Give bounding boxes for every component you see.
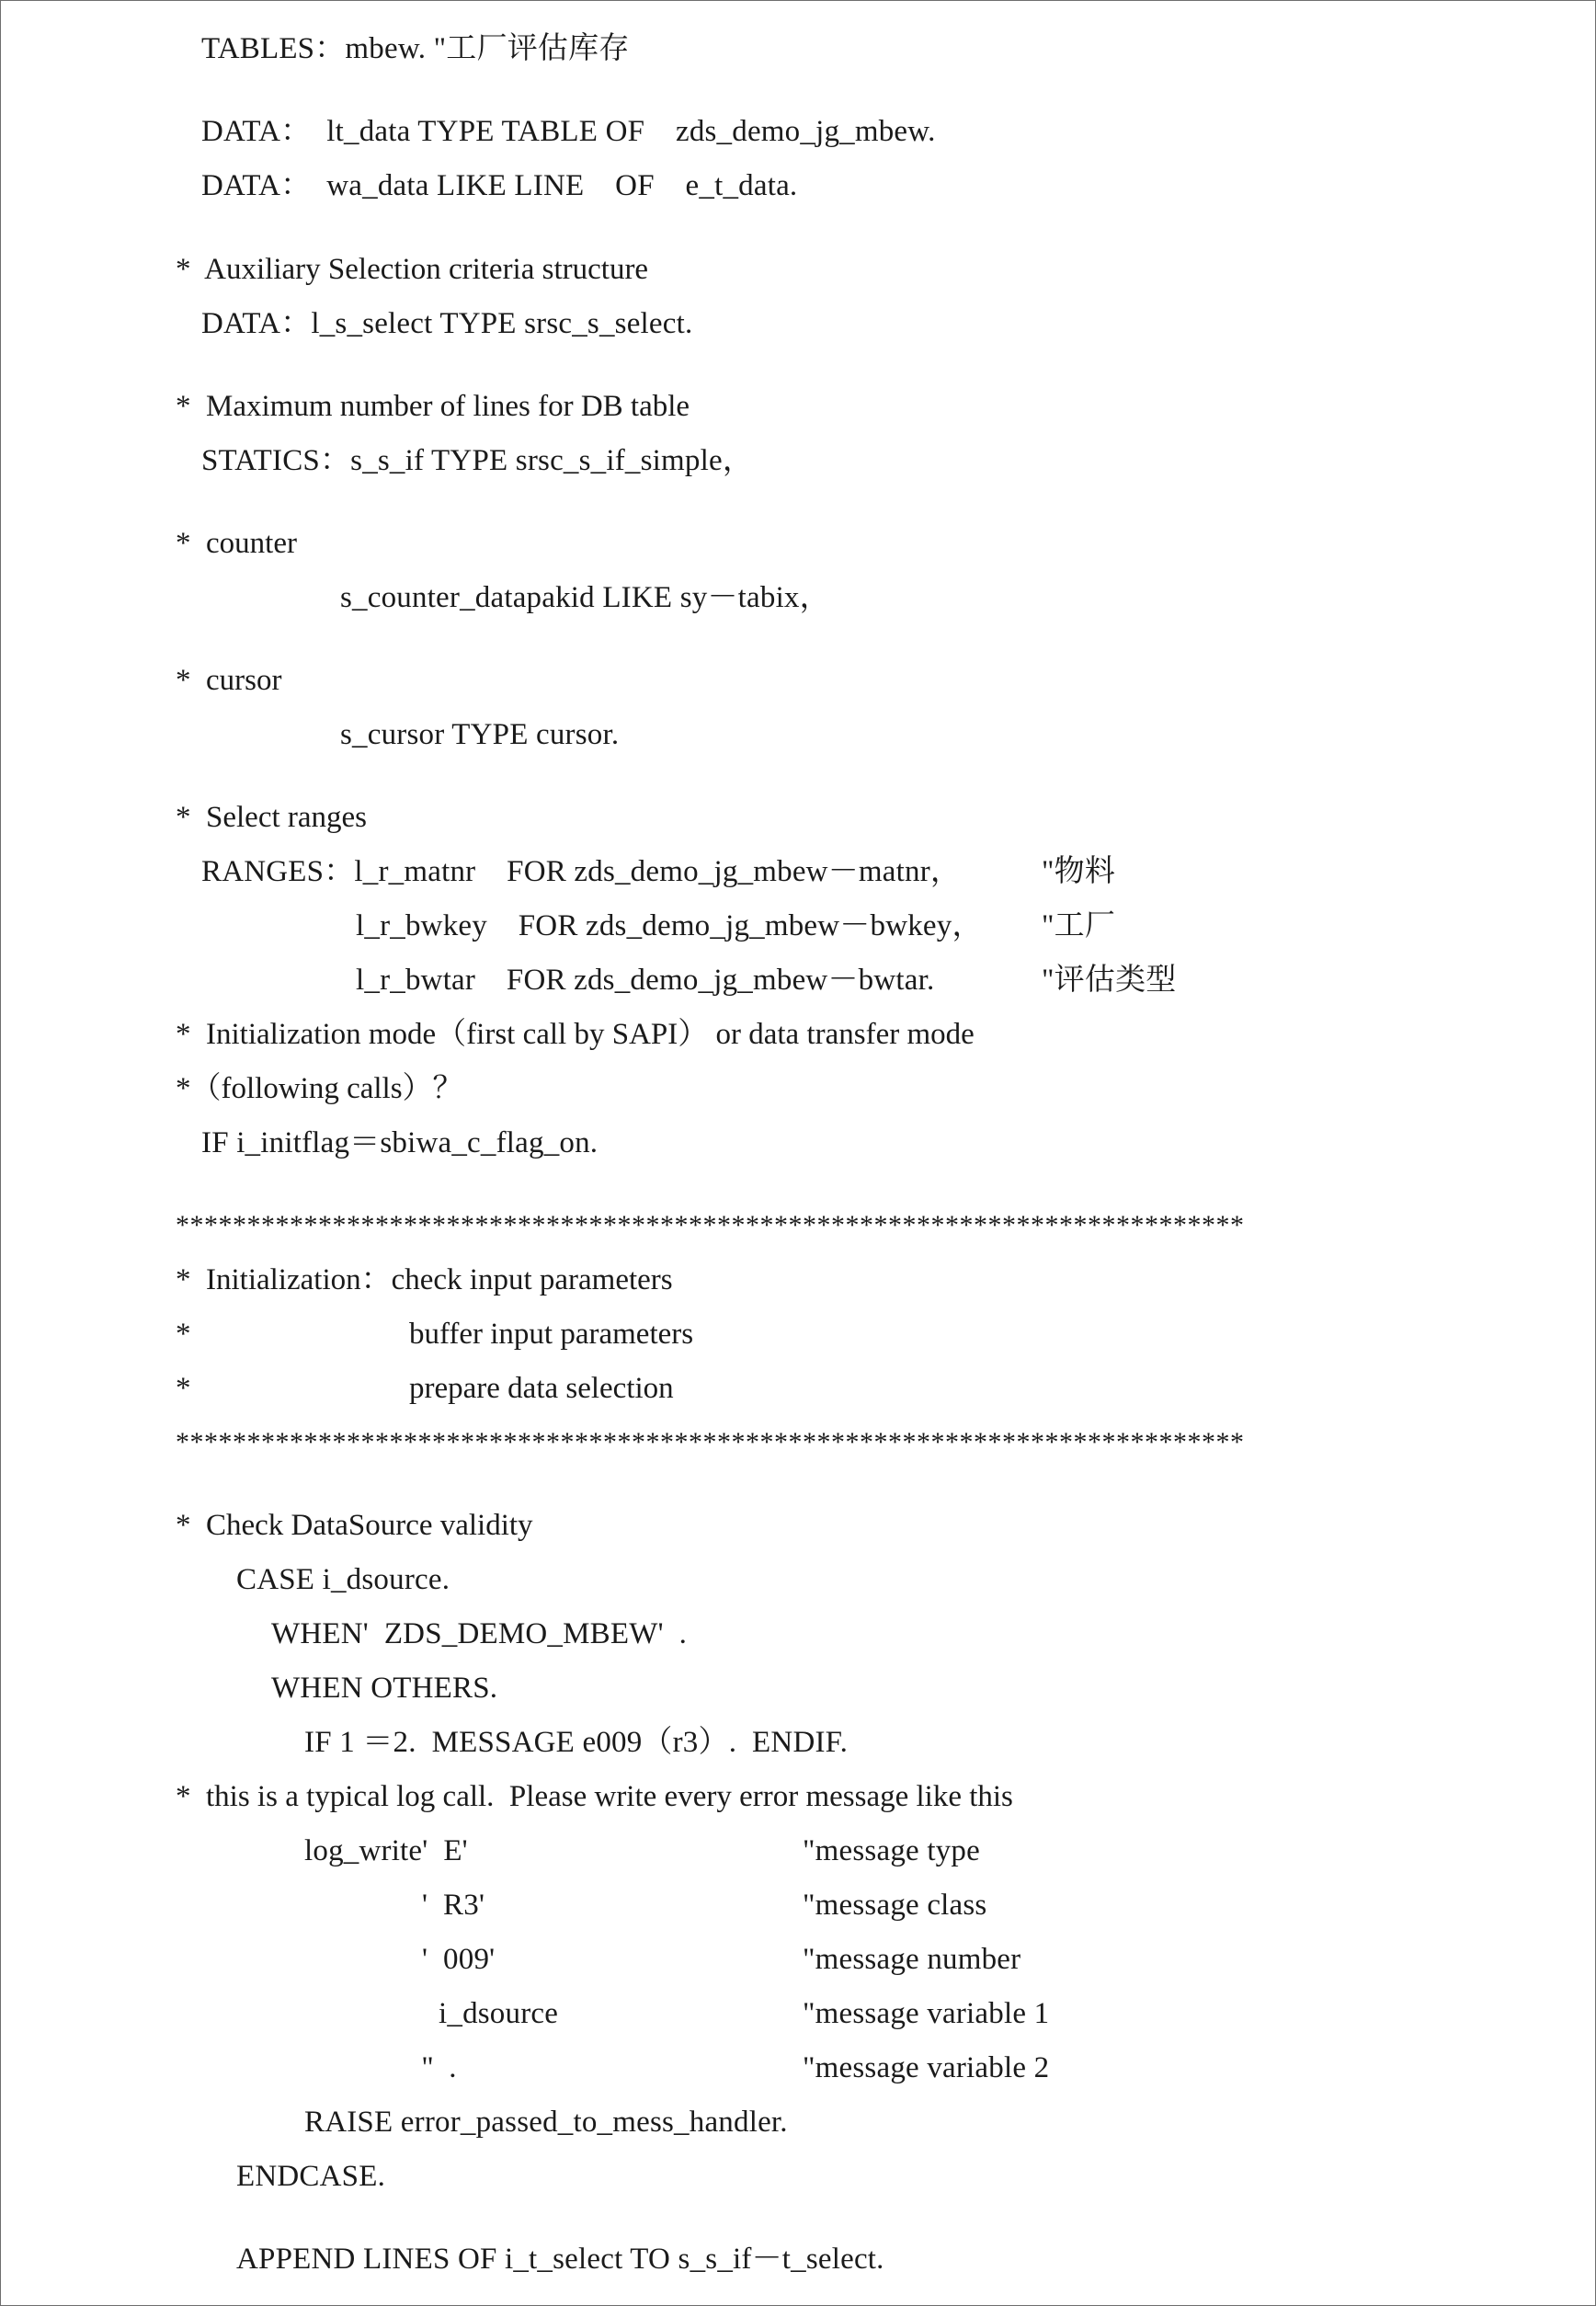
code-line-append: APPEND LINES OF i_t_select TO s_s_if－t_select. [236, 2243, 884, 2276]
code-line-when-zds: WHEN' ZDS_DEMO_MBEW' . [271, 1617, 688, 1650]
inline-comment-message-number: "message number [803, 1943, 1021, 1976]
code-line-data-lt-data: DATA： lt_data TYPE TABLE OF zds_demo_jg_mbew. [201, 115, 936, 148]
code-line-raise: RAISE error_passed_to_mess_handler. [304, 2106, 788, 2139]
inline-comment-message-variable-2: "message variable 2 [803, 2051, 1050, 2084]
code-line-if-initflag: IF i_initflag＝sbiwa_c_flag_on. [201, 1126, 598, 1159]
comment-following-calls: *（following calls）？ [176, 1072, 463, 1105]
comment-marker-buffer: * [176, 1318, 191, 1351]
code-line-ranges-bwkey: l_r_bwkey FOR zds_demo_jg_mbew－bwkey， [356, 909, 983, 942]
code-line-009: ' 009' [422, 1943, 496, 1976]
code-line-ranges-bwtar: l_r_bwtar FOR zds_demo_jg_mbew－bwtar. [356, 964, 935, 997]
comment-buffer-input: buffer input parameters [409, 1318, 694, 1351]
code-line-tables: TABLES：mbew. "工厂评估库存 [201, 32, 630, 65]
inline-comment-plant: "工厂 [1042, 909, 1116, 942]
inline-comment-message-type: "message type [803, 1834, 980, 1867]
inline-comment-material: "物料 [1042, 855, 1116, 888]
comment-counter: * counter [176, 527, 297, 560]
comment-marker-prepare: * [176, 1372, 191, 1405]
comment-cursor: * cursor [176, 664, 282, 697]
comment-prepare-selection: prepare data selection [409, 1372, 674, 1405]
code-line-endcase: ENDCASE. [236, 2160, 386, 2193]
code-line-case: CASE i_dsource. [236, 1563, 450, 1596]
code-line-cursor: s_cursor TYPE cursor. [340, 718, 620, 751]
comment-initialization-check: * Initialization：check input parameters [176, 1263, 673, 1296]
code-line-empty-string: '' . [422, 2051, 457, 2084]
comment-check-datasource: * Check DataSource validity [176, 1509, 533, 1542]
code-line-data-wa-data: DATA： wa_data LIKE LINE OF e_t_data. [201, 169, 798, 202]
code-line-if-message: IF 1 ＝2. MESSAGE e009（r3）. ENDIF. [304, 1726, 849, 1759]
code-line-i-dsource: i_dsource [439, 1997, 559, 2030]
comment-maximum-lines: * Maximum number of lines for DB table [176, 390, 690, 423]
code-line-ranges-matnr: RANGES：l_r_matnr FOR zds_demo_jg_mbew－matnr， [201, 855, 962, 888]
comment-typical-log-call: * this is a typical log call. Please write every error message like this [176, 1780, 1013, 1813]
inline-comment-message-variable-1: "message variable 1 [803, 1997, 1050, 2030]
code-line-statics: STATICS：s_s_if TYPE srsc_s_if_simple， [201, 444, 754, 477]
comment-auxiliary-selection: * Auxiliary Selection criteria structure [176, 253, 649, 286]
comment-separator-bottom: *************************************************************************** [176, 1427, 1245, 1457]
code-line-counter: s_counter_datapakid LIKE sy－tabix， [340, 581, 830, 614]
code-line-data-select: DATA：l_s_select TYPE srsc_s_select. [201, 307, 693, 340]
inline-comment-valuation-type: "评估类型 [1042, 964, 1177, 997]
comment-separator-top: *************************************************************************** [176, 1210, 1245, 1240]
abap-code-listing [1, 1, 1595, 2305]
code-line-when-others: WHEN OTHERS. [271, 1672, 498, 1705]
code-line-r3: ' R3' [422, 1889, 485, 1922]
comment-select-ranges: * Select ranges [176, 801, 368, 834]
comment-initialization-mode: * Initialization mode（first call by SAPI） or data transfer mode [176, 1018, 975, 1051]
code-line-log-write: log_write' E' [304, 1834, 468, 1867]
inline-comment-message-class: "message class [803, 1889, 987, 1922]
